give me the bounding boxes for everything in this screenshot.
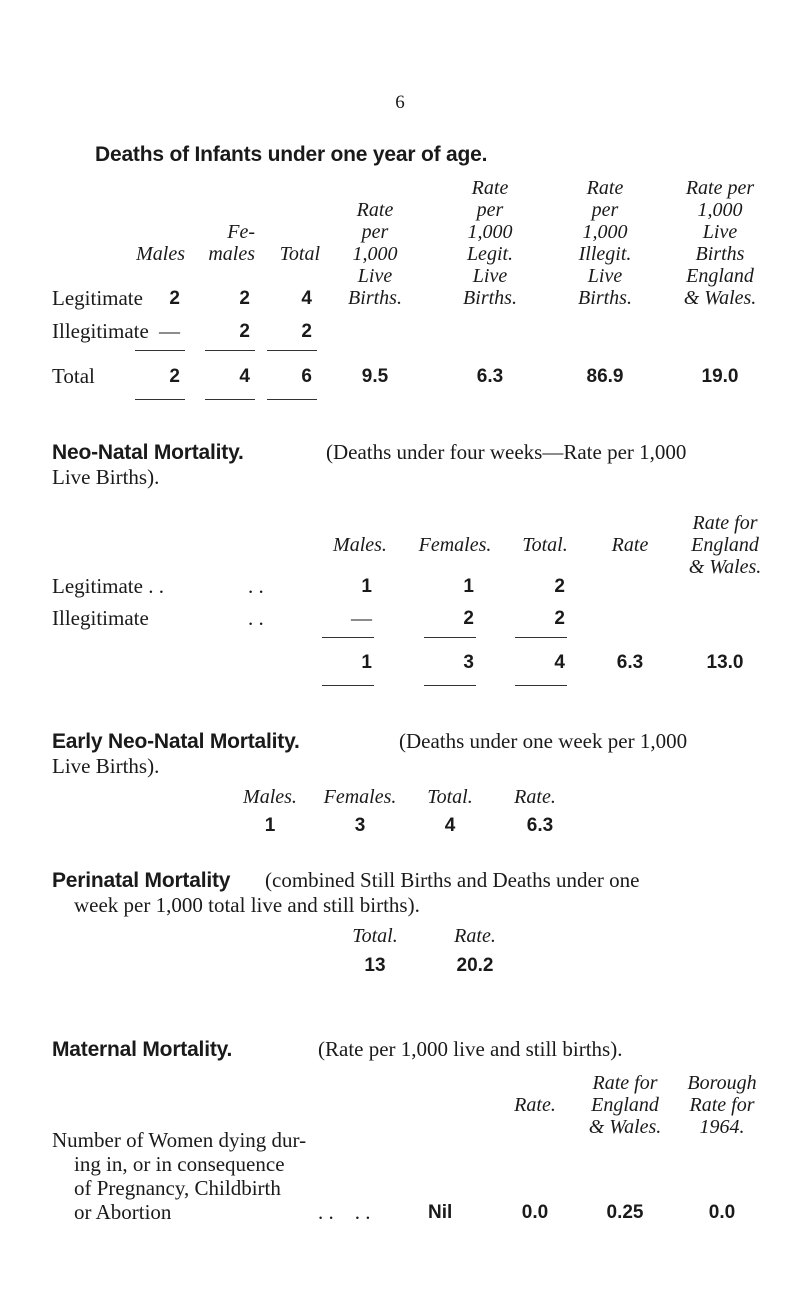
- neonatal-illegit-males: —: [351, 606, 372, 630]
- divider: [322, 637, 374, 638]
- early-desc-line1: (Deaths under one week per 1,000: [399, 729, 688, 753]
- col-rate-legit-header: Rate per 1,000 Legit. Live Births.: [463, 177, 517, 309]
- col-total-header: Total: [279, 243, 320, 265]
- neonatal-legit-females: 1: [463, 576, 474, 597]
- perinatal-col-total: Total.: [352, 925, 398, 947]
- total-rate-illegit: 86.9: [586, 366, 624, 387]
- maternal-england-value: 0.25: [606, 1202, 644, 1223]
- neonatal-desc-line1: (Deaths under four weeks—Rate per 1,000: [326, 440, 687, 464]
- early-males-value: 1: [264, 815, 276, 836]
- divider: [267, 350, 317, 351]
- divider: [135, 399, 185, 400]
- maternal-col-england: Rate for England & Wales.: [588, 1072, 662, 1138]
- early-col-males: Males.: [243, 786, 297, 808]
- neonatal-total-rate: 6.3: [616, 652, 644, 673]
- total-males: 2: [169, 366, 180, 387]
- neonatal-desc-line2: Live Births).: [52, 465, 160, 489]
- neonatal-col-females: Females.: [418, 534, 492, 556]
- early-col-females: Females.: [323, 786, 397, 808]
- perinatal-desc-line2: week per 1,000 total live and still births).: [74, 893, 420, 917]
- maternal-label-line4: or Abortion: [74, 1200, 172, 1224]
- divider: [515, 637, 567, 638]
- neonatal-col-total: Total.: [522, 534, 568, 556]
- early-females-value: 3: [354, 815, 366, 836]
- row-label-legitimate: Legitimate: [52, 286, 143, 310]
- perinatal-rate-value: 20.2: [456, 955, 494, 976]
- page-number: 6: [395, 92, 405, 113]
- total-females: 4: [239, 366, 250, 387]
- early-col-rate: Rate.: [514, 786, 556, 808]
- illegit-males: —: [159, 319, 180, 343]
- early-total-value: 4: [444, 815, 456, 836]
- neonatal-total-england: 13.0: [706, 652, 744, 673]
- perinatal-col-rate: Rate.: [454, 925, 496, 947]
- legit-males: 2: [169, 288, 180, 309]
- col-rate-illegit-header: Rate per 1,000 Illegit. Live Births.: [578, 177, 632, 309]
- total-rate-births: 9.5: [361, 366, 389, 387]
- illegit-females: 2: [239, 321, 250, 342]
- divider: [424, 637, 476, 638]
- early-col-total: Total.: [427, 786, 473, 808]
- col-rate-births-header: Rate per 1,000 Live Births.: [348, 199, 402, 309]
- leader-dots: . .: [248, 606, 264, 630]
- neonatal-heading: Neo-Natal Mortality.: [52, 441, 244, 464]
- early-neonatal-heading: Early Neo-Natal Mortality.: [52, 730, 300, 753]
- maternal-label-line1: Number of Women dying dur-: [52, 1128, 307, 1152]
- neonatal-col-rate: Rate: [611, 534, 649, 556]
- neonatal-illegit-females: 2: [463, 608, 474, 629]
- illegit-total: 2: [301, 321, 312, 342]
- divider: [205, 350, 255, 351]
- maternal-heading: Maternal Mortality.: [52, 1038, 233, 1061]
- neonatal-col-males: Males.: [333, 534, 387, 556]
- col-males-header: Males: [136, 243, 185, 265]
- neonatal-legit-total: 2: [554, 576, 565, 597]
- maternal-label-line3: of Pregnancy, Childbirth: [74, 1176, 281, 1200]
- neonatal-total-total: 4: [554, 652, 565, 673]
- col-rate-england-header: Rate per 1,000 Live Births England & Wales.: [683, 177, 757, 309]
- divider: [515, 685, 567, 686]
- perinatal-total-value: 13: [364, 955, 386, 976]
- neonatal-row-label-legitimate: Legitimate . .: [52, 574, 164, 598]
- maternal-borough-value: 0.0: [708, 1202, 736, 1223]
- neonatal-row-label-illegitimate: Illegitimate: [52, 606, 149, 630]
- divider: [267, 399, 317, 400]
- divider: [322, 685, 374, 686]
- perinatal-desc-line1: (combined Still Births and Deaths under one: [265, 868, 640, 892]
- maternal-col-borough: Borough Rate for 1964.: [687, 1072, 757, 1138]
- total-rate-legit: 6.3: [476, 366, 504, 387]
- legit-total: 4: [301, 288, 312, 309]
- neonatal-illegit-total: 2: [554, 608, 565, 629]
- row-label-total: Total: [52, 364, 95, 388]
- total-rate-england: 19.0: [701, 366, 739, 387]
- infant-deaths-heading: Deaths of Infants under one year of age.: [95, 143, 488, 166]
- neonatal-total-females: 3: [463, 652, 474, 673]
- early-desc-line2: Live Births).: [52, 754, 160, 778]
- leader-dots: . . . .: [318, 1200, 371, 1224]
- divider: [424, 685, 476, 686]
- maternal-label-line2: ing in, or in consequence: [74, 1152, 285, 1176]
- neonatal-legit-males: 1: [361, 576, 372, 597]
- neonatal-total-males: 1: [361, 652, 372, 673]
- perinatal-heading: Perinatal Mortality: [52, 869, 231, 892]
- legit-females: 2: [239, 288, 250, 309]
- divider: [135, 350, 185, 351]
- maternal-rate-value: 0.0: [521, 1202, 549, 1223]
- total-total: 6: [301, 366, 312, 387]
- maternal-col-rate: Rate.: [514, 1094, 556, 1116]
- neonatal-col-england: Rate for England & Wales.: [688, 512, 762, 578]
- divider: [205, 399, 255, 400]
- early-rate-value: 6.3: [526, 815, 554, 836]
- row-label-illegitimate: Illegitimate: [52, 319, 149, 343]
- maternal-desc: (Rate per 1,000 live and still births).: [318, 1037, 623, 1061]
- maternal-number-value: Nil: [428, 1202, 453, 1223]
- col-females-header: Fe- males: [208, 221, 255, 265]
- leader-dots: . .: [248, 574, 264, 598]
